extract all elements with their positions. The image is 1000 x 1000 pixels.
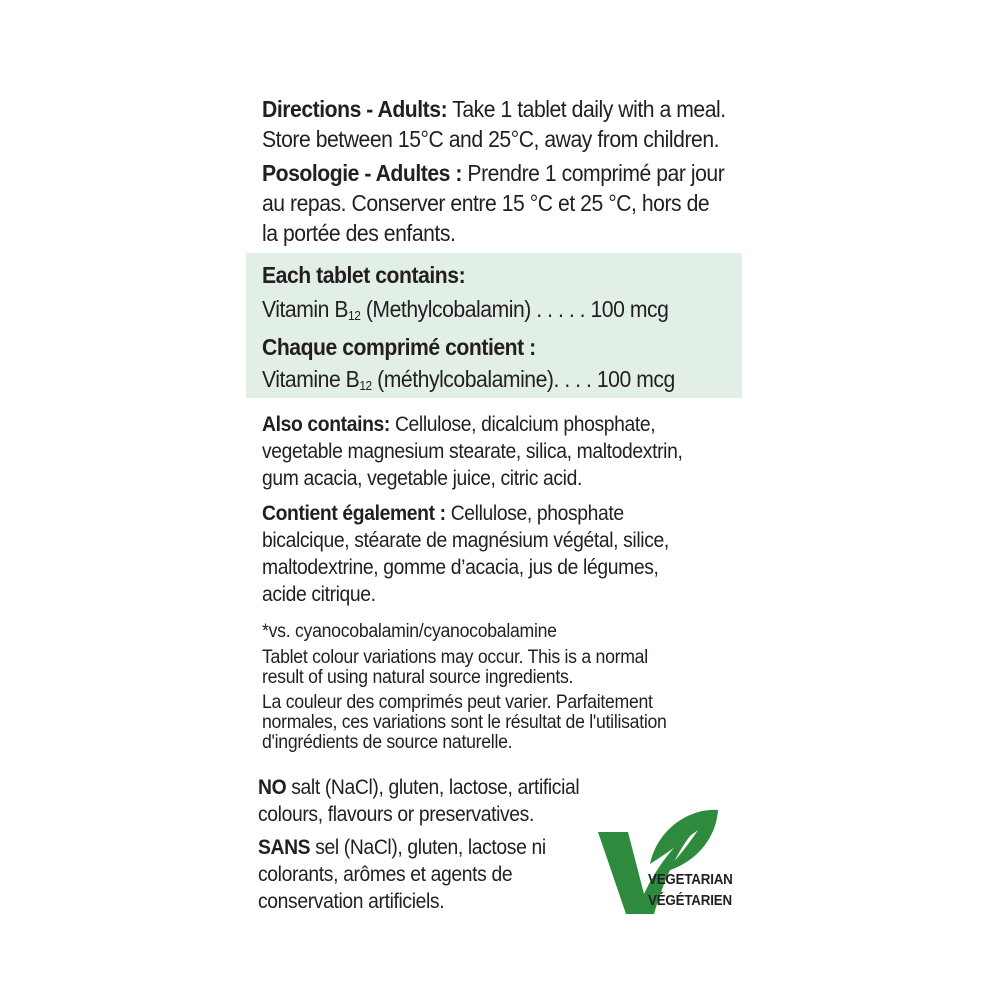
notes-fr-line1: La couleur des comprimés peut varier. Parfaitement [262,692,653,713]
also-contains-fr-line4: acide citrique. [262,583,376,606]
ingredients-en-heading: Each tablet contains: [262,262,466,288]
also-contains-fr-line2: bicalcique, stéarate de magnésium végétal, silice, [262,529,669,552]
directions-fr-line3: la portée des enfants. [262,220,456,246]
notes-fr-line2: normales, ces variations sont le résultat de l'utilisation [262,712,667,733]
footnote: *vs. cyanocobalamin/cyanocobalamine [262,621,557,642]
directions-en-heading: Directions - Adults: [262,96,448,122]
notes-en-line1: Tablet colour variations may occur. This is a normal [262,647,648,668]
notes-fr-line3: d'ingrédients de source naturelle. [262,732,513,753]
notes-en-line2: result of using natural source ingredients. [262,667,574,688]
ingredients-section [262,260,742,394]
free-from-fr-line3: conservation artificiels. [258,890,445,913]
directions-en-line1: Directions - Adults: Take 1 tablet daily with a meal. [262,96,726,122]
free-from-fr-line2: colorants, arômes et agents de [258,863,513,886]
also-contains-fr-line3: maltodextrine, gomme d’acacia, jus de légumes, [262,556,659,579]
directions-fr-heading: Posologie - Adultes : [262,160,462,186]
free-from-en-line2: colours, flavours or preservatives. [258,803,534,826]
also-contains-section [262,411,742,608]
also-contains-fr-line1: Contient également : Cellulose, phosphate [262,502,624,525]
directions-section [262,94,742,248]
directions-en-line2: Store between 15°C and 25°C, away from children. [262,126,720,152]
also-contains-en-line1: Also contains: Cellulose, dicalcium phosphate, [262,413,656,436]
ingredients-en-item: Vitamin $B_{12}$ (Methylcobalamin) . . . . . 100 mcg [262,296,669,323]
notes-section [262,622,742,753]
vegetarian-label-en: VEGETARIAN [648,872,733,888]
ingredients-fr-item: Vitamine $B_{12}$ (méthylcobalamine). . . . 100 mcg [262,366,675,393]
directions-fr-line2: au repas. Conserver entre 15 °C et 25 °C, hors de [262,190,710,216]
also-contains-en-line2: vegetable magnesium stearate, silica, maltodextrin, [262,440,683,463]
free-from-en-line1: NO salt (NaCl), gluten, lactose, artificial [258,776,580,799]
also-contains-en-line3: gum acacia, vegetable juice, citric acid. [262,467,582,490]
directions-fr-line1: Posologie - Adultes : Prendre 1 comprimé par jour [262,160,725,186]
ingredients-fr-heading: Chaque comprimé contient : [262,334,536,360]
free-from-fr-line1: SANS sel (NaCl), gluten, lactose ni [258,836,546,859]
vegetarian-label-fr: VÉGÉTARIEN [648,893,732,909]
